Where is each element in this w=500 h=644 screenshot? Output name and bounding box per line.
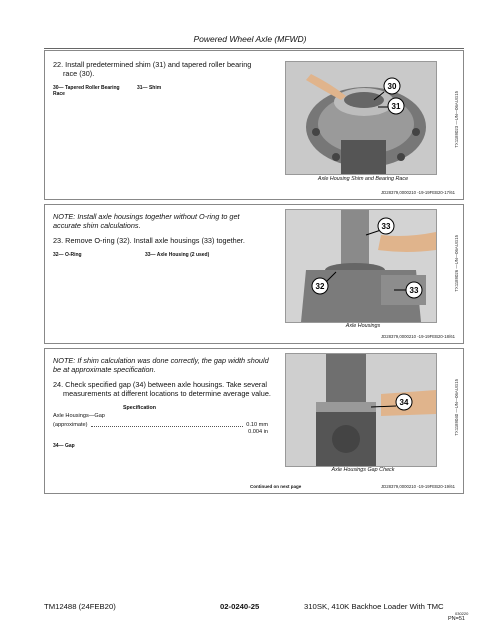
spec-label: Axle Housings—Gap bbox=[53, 413, 105, 420]
footer-date-code: 030220 bbox=[455, 611, 469, 616]
figure-caption: Axle Housing Shim and Bearing Race bbox=[317, 176, 409, 182]
legend-item: 33— Axle Housing (2 used) bbox=[145, 251, 210, 258]
shim-bearing-illustration bbox=[286, 62, 436, 174]
footer-model: 310SK, 410K Backhoe Loader With TMC bbox=[304, 602, 444, 611]
legend-item: 32— O-Ring bbox=[53, 251, 82, 258]
spec-sub: (approximate) bbox=[53, 421, 88, 428]
spec-value-mm: 0.10 mm bbox=[246, 421, 268, 428]
step-22-section bbox=[44, 50, 464, 200]
gap-check-illustration bbox=[286, 354, 436, 466]
callout-31-label: 31 bbox=[391, 102, 401, 111]
reference-code: JD28379,0000210 -19-19FEB20-19/61 bbox=[380, 484, 455, 489]
footer-page-number: PN=51 bbox=[448, 616, 465, 622]
shim-bearing-photo bbox=[285, 61, 437, 175]
axle-housings-illustration bbox=[286, 210, 436, 322]
specification-row bbox=[53, 413, 268, 420]
step-22-legend bbox=[53, 85, 263, 97]
step-23-legend bbox=[53, 252, 263, 258]
callout-33-lower-label: 33 bbox=[409, 286, 419, 295]
footer-manual-id: TM12488 (24FEB20) bbox=[44, 602, 116, 611]
figure-id: TX1189023 —UN—06AUG15 bbox=[454, 91, 459, 148]
figure-id: TX1189026 —UN—06AUG15 bbox=[454, 235, 459, 292]
figure-caption: Axle Housings bbox=[345, 323, 381, 329]
continued-notice: Continued on next page bbox=[250, 484, 302, 489]
reference-code: JD28379,0000210 -19-19FEB20-17/61 bbox=[380, 190, 455, 195]
callout-32-label: 32 bbox=[315, 282, 325, 291]
spec-leader bbox=[91, 422, 244, 427]
step-22-text: 22. Install predetermined shim (31) and tapered roller bearing race (30). bbox=[53, 60, 252, 78]
header-rule bbox=[44, 48, 464, 49]
legend-item: 30— Tapered Roller Bearing Race bbox=[53, 84, 120, 97]
legend-item: 34— Gap bbox=[53, 443, 75, 450]
figure-id: TX1189040 —UN—06AUG15 bbox=[454, 379, 459, 436]
reference-code: JD28379,0000210 -19-19FEB20-18/61 bbox=[380, 334, 455, 339]
spec-value-in: 0.004 in bbox=[248, 428, 268, 435]
legend-item: 31— Shim bbox=[137, 84, 162, 91]
specification-row bbox=[53, 422, 268, 429]
step-23-note: NOTE: Install axle housings together without O-ring to get accurate shim calculations. bbox=[53, 212, 240, 230]
step-23-text: 23. Remove O-ring (32). Install axle housings (33) together. bbox=[53, 235, 245, 245]
callout-34-label: 34 bbox=[399, 398, 409, 407]
footer-page-code: 02-0240-25 bbox=[220, 602, 260, 611]
specification-title: Specification bbox=[123, 404, 156, 411]
axle-housings-photo bbox=[285, 209, 437, 323]
figure-caption: Axle Housings Gap Check bbox=[331, 467, 395, 473]
gap-check-photo bbox=[285, 353, 437, 467]
step-23-section bbox=[44, 204, 464, 344]
page-header: Powered Wheel Axle (MFWD) bbox=[193, 34, 307, 44]
step-24-section bbox=[44, 348, 464, 494]
callout-33-label: 33 bbox=[381, 222, 391, 231]
step-24-note: NOTE: If shim calculation was done correctly, the gap width should be at approximate specification. bbox=[53, 356, 269, 374]
callout-30-label: 30 bbox=[387, 82, 397, 91]
step-24-text: 24. Check specified gap (34) between axle housings. Take several measurements at different locations to determine average value. bbox=[53, 379, 271, 398]
step-24-legend bbox=[53, 443, 273, 449]
